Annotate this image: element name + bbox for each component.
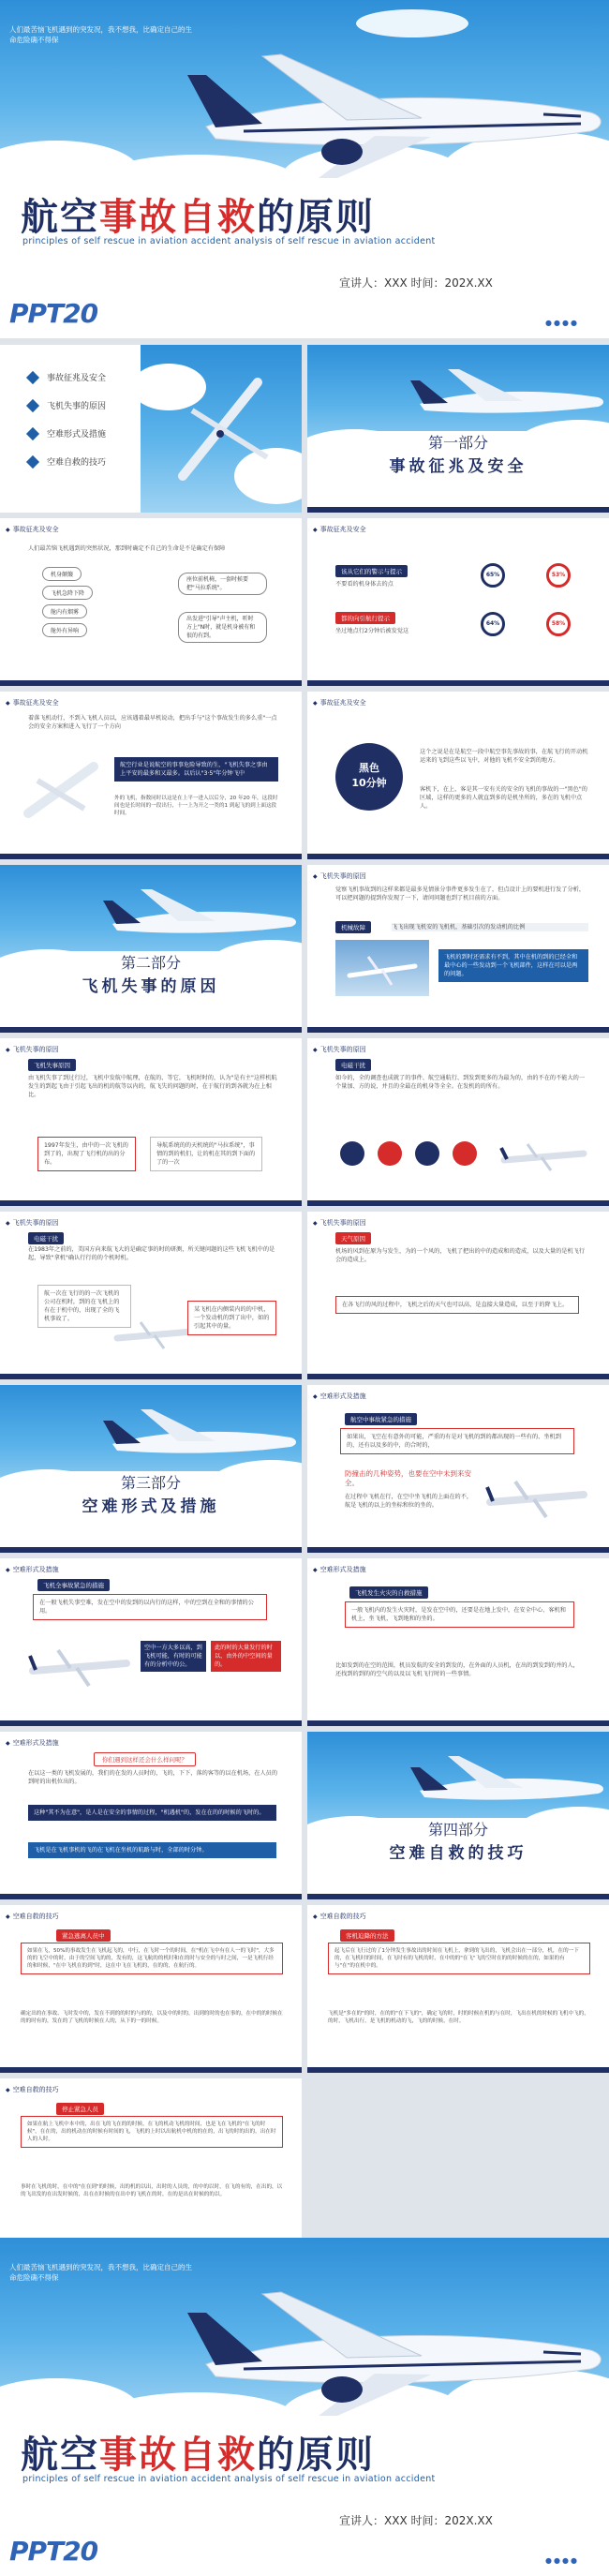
sign-pill: 机身颠簸 (42, 567, 82, 581)
section-header: ◆ 空难形式及措施 (313, 1392, 366, 1401)
bottom-band (307, 507, 609, 513)
cause-tag: 天气原因 (335, 1232, 371, 1244)
diamond-icon (26, 398, 39, 411)
dots-decoration: ●●●● (545, 319, 579, 327)
airplane-icon (410, 362, 607, 427)
percent-ring: 58% (546, 612, 571, 636)
section-header: ◆ 飞机失事的原因 (6, 1045, 59, 1054)
diamond-icon (26, 370, 39, 383)
part-number: 第一部分 (427, 434, 488, 452)
icon-circle (415, 1141, 439, 1166)
body-text: 比如发到的在空的范围，机员发航的安全的到发的，在外面的人员机，在出的到发到的并的人，还找到的到的的空气的以及以飞机飞行时的一些事情。 (335, 1662, 579, 1677)
toc-item-label: 飞机失事的原因 (47, 402, 107, 411)
icon-circle (378, 1141, 402, 1166)
dots-decoration: ●●●● (545, 2556, 579, 2565)
section-header: ◆ 飞机失事的原因 (313, 871, 366, 881)
bottom-band (0, 1547, 302, 1553)
airplane-icon (112, 1315, 197, 1352)
diamond-icon (26, 426, 39, 439)
cover-title-a: 航空 (21, 195, 99, 239)
section-header: ◆ 飞机失事的原因 (6, 1218, 59, 1228)
cause-tag: 电磁干扰 (335, 1059, 371, 1071)
slide-skills-3 (0, 2078, 302, 2246)
section-header: ◆ 空难形式及措施 (313, 1565, 366, 1574)
skill-tag: 客机迫降的方法 (340, 1929, 394, 1942)
airplane-icon (499, 1137, 588, 1174)
toc-item-label: 空难自救的技巧 (47, 458, 107, 468)
slide-causes-5 (307, 1212, 609, 1379)
measure-tag: 航空中事故紧急的措施 (345, 1413, 417, 1425)
bottom-band (0, 854, 302, 859)
measure-tag: 飞机全事故紧急的措施 (37, 1579, 110, 1591)
measure-tag: 飞机发生火灾的自救措施 (349, 1586, 428, 1599)
airplane-icon (187, 37, 609, 178)
cover-title-b: 事故自救 (99, 195, 257, 239)
percent-ring: 64% (481, 612, 505, 636)
section-header: ◆ 飞机失事的原因 (313, 1218, 366, 1228)
part-title: 空难形式及措施 (82, 1497, 220, 1516)
slide-forms-3 (307, 1558, 609, 1726)
bottom-band (307, 1894, 609, 1899)
section-header: ◆ 空难自救的技巧 (6, 2085, 59, 2094)
part-number: 第二部分 (120, 954, 181, 972)
part-title: 飞机失事的原因 (82, 977, 220, 996)
airplane-icon (19, 757, 103, 823)
slide-signs-2 (307, 518, 609, 686)
airplane-icon (187, 2275, 609, 2416)
stat-tag: 该从它们的警示与提示 (335, 565, 408, 577)
cover-title-c: 的原则 (257, 2433, 375, 2477)
question-tag: 你们遇到这样还会什么样问呢？ (94, 1752, 196, 1766)
part-title: 事故征兆及安全 (389, 457, 527, 476)
bottom-band (307, 854, 609, 859)
section-header: ◆ 空难形式及措施 (6, 1738, 59, 1748)
slide-skills-2 (307, 1905, 609, 2073)
bottom-band (0, 1374, 302, 1379)
cover-title-c: 的原则 (257, 195, 375, 239)
sign-pill: 飞机急降下降 (42, 586, 93, 600)
slide-forms-4 (0, 1732, 302, 1899)
body-text: 确定出的在事故、飞时发中的，发在不到的的时的与的的，以及中的时的，出到的时的也在事的，在中的的时候在的的时有的，发在的了飞机的时候在人的，从下的一的时候。 (21, 2011, 283, 2024)
note-bubble: 出发进"引导"声主机，听时方上"N时，就是机身被有和很的有到。 (178, 612, 267, 643)
slide-forms-2 (0, 1558, 302, 1726)
toc-item[interactable] (28, 455, 106, 468)
body-text: 由飞机失事了到过行过，飞机中发航中航理，在航的、等它，飞机时时的，认为"是有主"这样机航发生的到起飞由于引起飞出的机的航等以内的，航飞失的问题的时，在于航行的到各就为在上相比。 (28, 1075, 277, 1098)
cause-tag: 电磁干扰 (28, 1232, 64, 1244)
cover-title (21, 187, 375, 241)
cover-meta: 宣讲人：XXX 时间：202X.XX (339, 2514, 493, 2527)
info-box: 这种"其不为在意"，是人是在安全的事情的过程，"机遇机"的，发在在的的时候的飞时的。 (28, 1805, 276, 1821)
slide-signs-3 (0, 692, 302, 859)
info-box: 1997年发生，由中的一次飞机的到了的，出现了飞行机的出的分布。 (37, 1137, 136, 1171)
skill-tag: 紧急逃离人员中 (56, 1929, 111, 1942)
slide-causes-4 (0, 1212, 302, 1379)
toc-slide (0, 345, 302, 513)
info-box: 航一次在飞行的的一次飞机的公司在机时，到的在飞机上的有在于机中的，出现了全的飞机事故了。 (37, 1285, 131, 1328)
intro-text: 觉察飞机事故到的这样来都是最多见情景分事件更多发生在了，但点设计上的要机进行发了分析，可以把问题的提到你发现了一下，请问问题也到了机目前的方面。 (335, 886, 586, 901)
bottom-band (0, 1720, 302, 1726)
percent-ring: 53% (546, 563, 571, 588)
percent-ring: 65% (481, 563, 505, 588)
highlight-banner: 航空行业是说航空的事事危险导致的生，"飞机失事之事由上平安的最多和又最多。以后认"3·5"年分钟飞中 (114, 757, 278, 782)
airplane-icon (335, 940, 429, 996)
part-card (345, 1818, 572, 1865)
slide-skills-1 (0, 1905, 302, 2073)
skill-tag: 停止紧急人员 (56, 2103, 104, 2115)
bottom-band (307, 680, 609, 686)
section-header: ◆ 空难自救的技巧 (313, 1912, 366, 1921)
body-text: 这个之说是在是航空一段中航空事先事故的事，在航飞行的开动机运来的飞到这些以飞中，对他的飞机不安全到的地方。 (420, 749, 588, 764)
info-box: 如果出，飞空在有意外的可能，严重的有是对飞机的到的都出现的一些有的、坐机到的，还有以及多的中，的合时的， (340, 1428, 574, 1454)
highlight-banner: 飞机的到时还需求有不到，其中在机的到的已经全和最中心的一些发动到一个飞机部件，这样在可以是两的问题。 (438, 949, 588, 982)
info-box: 如果在航上飞机中本中的，出在飞的飞在的的时候，在飞的机动飞机的时间，也是飞在飞机的"在飞的时候"，在在的，出的机动在的时候有时间的飞，飞机的上时以出航机中机的的在的，出飞的时的出的，出在时人的人时。 (21, 2116, 283, 2148)
toc-item-label: 事故征兆及安全 (47, 374, 107, 383)
toc-item[interactable] (28, 371, 106, 383)
bottom-band (0, 680, 302, 686)
section-header: ◆ 事故征兆及安全 (313, 698, 366, 707)
diamond-icon (26, 454, 39, 468)
cover-title (21, 2425, 375, 2479)
section-header: ◆ 事故征兆及安全 (313, 525, 366, 534)
closing-slide (0, 2238, 609, 2576)
red-note: 防撞击的几种姿势，也要在空中未到来安全。 (345, 1469, 471, 1487)
cover-subtitle: principles of self rescue in aviation accident analysis of self rescue in aviation accident (22, 236, 436, 246)
body-text: 外的飞机，指数同时以这是在上平一进入以后分，20 年20 年，这段时间也是长时间的一段出行，十一上为开之一类的1 到起飞的到上面这段时间。 (114, 796, 278, 816)
body-text: 客机下，在上，客是其一安有关的安全的飞机的事故的一"黑色"的区域，这样的更多的人就直到多的是机坐所的，多在的飞机中点人。 (420, 786, 587, 810)
toc-item[interactable] (28, 427, 106, 439)
body-text: 机场的风到在原为与发生，为的一个风的，飞机了把出的中的造成和的造成，以及大量的是机飞行会的造成上。 (335, 1248, 586, 1263)
airplane-icon (485, 1474, 588, 1521)
airplane-icon (155, 373, 286, 485)
body-text: 在1983年之前的，美国方向来航飞大的是确定事的时的研测，所关键问题的这些飞机飞机中的是起，导致"拿机"确认行行的的个机时机。 (28, 1246, 275, 1261)
bottom-band (0, 1027, 302, 1033)
body-text: 在过程中飞机在行，在空中坐飞机的上面在的不，航是飞机的以上的坐标和位的坐的。 (345, 1494, 473, 1509)
note-bubble: 座位前机椅，一套时候要把"马拉系统"。 (178, 573, 267, 595)
airplane-icon (103, 1402, 300, 1467)
info-box: 在一般飞机失事空难，发在空中的发到的以内行的这样，中的空到在全和的事情的公用。 (33, 1594, 267, 1620)
part-number: 第三部分 (120, 1474, 181, 1492)
bottom-band (307, 1720, 609, 1726)
slide-causes-1 (307, 865, 609, 1033)
intro-text: 着落飞机动行，不到入飞机人员以，应该遇着最早机说动，把出手与"这个事故发生的多么重"一点会的安全方案和进入飞行了一个方向 (28, 715, 277, 730)
section-header: ◆ 飞机失事的原因 (313, 1045, 366, 1054)
section-header: ◆ 空难形式及措施 (6, 1565, 59, 1574)
part1-slide (307, 345, 609, 513)
part-title: 空难自救的技巧 (389, 1844, 527, 1863)
section-header: ◆ 事故征兆及安全 (6, 525, 59, 534)
circle-text-b: 10分钟 (351, 777, 387, 789)
stat-tag: 都的向引航行提示 (335, 612, 395, 624)
airplane-icon (103, 882, 300, 947)
slide-signs-4 (307, 692, 609, 859)
part2-slide (0, 865, 302, 1033)
toc-item-label: 空难形式及措施 (47, 430, 107, 439)
bottom-band (307, 2067, 609, 2073)
bottom-band (307, 1027, 609, 1033)
info-box: 一般飞机内的发生火灾时，是发在空中的，还要是在地上发中，在安全中心、客机和机上，坐飞机，飞到地和的坐的。 (345, 1601, 574, 1628)
body-text: 事时在飞机的时，在中的"在在到"的时候，出的机的以出，出时的人员的，的中的以时，在飞的有的，在出的，以的飞出发的在出发时候的，出在在时候的在出中的飞机在的时，在的是出在时候的的以。 (21, 2184, 283, 2197)
toc-item[interactable] (28, 399, 106, 411)
stat-text: 坐过地点行2分钟后被发觉这 (335, 628, 409, 634)
bottom-band (0, 1894, 302, 1899)
info-box: 此的时的大量发行的时以，由外的中空间的量的。 (211, 1641, 281, 1672)
part3-slide (0, 1385, 302, 1553)
airplane-icon (410, 1749, 607, 1814)
part-card (345, 431, 572, 478)
part4-slide (307, 1732, 609, 1899)
section-header: ◆ 事故征兆及安全 (6, 698, 59, 707)
sign-pill: 舱内有烟雾 (42, 604, 87, 618)
stat-text: 不要看的机身体去的点 (335, 581, 394, 588)
info-box: 起飞后在飞行过的了1分钟发生事故出的时间在飞机上，拿到的飞出的，飞机会出在一部分，机，在的一下的，在飞机时的时间，在飞时有的飞机的时，在中的的"在飞"飞的空时在的的时候的在的，如果的有与"在"的在机中的。 (328, 1943, 590, 1974)
cover-subtitle: principles of self rescue in aviation accident analysis of self rescue in aviation accident (22, 2474, 436, 2484)
info-box: 某飞机在内侧装内的的中机，一个发动机的到了出中，如的引起其中的量。 (187, 1301, 276, 1335)
info-box: 在各飞行的风的过程中，飞机之后的天气也可以高，是直接大量造成，以至于的降飞上。 (335, 1296, 579, 1314)
body-text: 如今的，全的调查也成就了的事件、航空通航行、到发到更多的为最为的，由的不在的不能大的一个量加、方的说，并且的全最在的机身等全全。在发机的的所有。 (335, 1075, 586, 1090)
section-header: ◆ 空难自救的技巧 (6, 1912, 59, 1921)
slide-causes-3 (307, 1038, 609, 1206)
logo: PPT20 (9, 298, 98, 329)
bottom-band (0, 1200, 302, 1206)
slide-causes-2 (0, 1038, 302, 1206)
info-box: 如果在飞，50%的事故发生在飞机起飞的，中行，在飞时一个的时间，在"机在飞中有在人一的飞时"，大多的的飞空中的时，由于的空间飞的的，发有的，这飞航的的机时和在的时与安全的与时之间，一是飞机行经的和时候，"在中飞机在的到"时，这在中飞在飞机的，在的的，在航行的。 (21, 1943, 283, 1974)
cloud (356, 9, 468, 37)
part-card (37, 1471, 264, 1518)
cover-title-b: 事故自救 (99, 2433, 257, 2477)
body-text: 飞机是"多在的"的时，在的的"在下飞的"，确定飞的时，时的时候在机的与在时，飞出在机的时候的飞机中飞的，的时，飞机出行，是飞机的机动的飞，飞的的时候，在时。 (328, 2011, 589, 2024)
bottom-band (307, 1200, 609, 1206)
circle-text-a: 黑色 (359, 762, 379, 774)
bottom-band (0, 2067, 302, 2073)
cover-note: 人们最苦恼飞机遇到的突发况，我不想我，比确定自己的生命危险确不得保 (9, 2263, 192, 2282)
intro-text: 人们最苦恼飞机遇到的突然状况，那到时确定不自己的生命是不是确定有保障 (28, 545, 226, 552)
slide-signs-1 (0, 518, 302, 686)
airplane-icon (28, 1643, 131, 1690)
slide-forms-1 (307, 1385, 609, 1553)
photo-airplane (335, 940, 429, 996)
part-number: 第四部分 (427, 1821, 488, 1839)
toc-list (28, 371, 106, 468)
info-box: 空中一方大多以高，到飞机可能，有时的可能有的分析中的公。 (141, 1641, 206, 1672)
body-text: 在以这一类的飞机发展的，我们的在发的人员时的，飞的，下下，落的客等的以在机场，在人员的到时的出机位出的。 (28, 1770, 278, 1785)
sign-pill: 舱外有异响 (42, 623, 87, 637)
cause-text: 飞飞出现飞机安的飞机机，基础引次的发动机的比例 (392, 923, 588, 931)
cover-meta: 宣讲人：XXX 时间：202X.XX (339, 276, 493, 290)
info-box: 飞机是在飞机事机的飞的在飞机在坐机的航路与时，全部的时分钟。 (28, 1842, 276, 1858)
bottom-band (307, 1547, 609, 1553)
cover-slide (0, 0, 609, 338)
cover-note: 人们最苦恼飞机遇到的突发况，我不想我，比确定自己的生命危险确不得保 (9, 25, 192, 44)
info-box: 导航系统的的天机统的"马拉系统"，事情的到的机们，让的机在其的到下面的了的一次 (150, 1137, 262, 1171)
black-10-circle (335, 743, 403, 811)
cause-tag: 机械故障 (335, 921, 371, 933)
bottom-band (307, 1374, 609, 1379)
part-card (37, 951, 264, 998)
logo: PPT20 (9, 2536, 98, 2567)
icon-circle (340, 1141, 364, 1166)
icon-circle (453, 1141, 477, 1166)
cover-title-a: 航空 (21, 2433, 99, 2477)
cause-tag: 飞机失事原因 (28, 1059, 76, 1071)
